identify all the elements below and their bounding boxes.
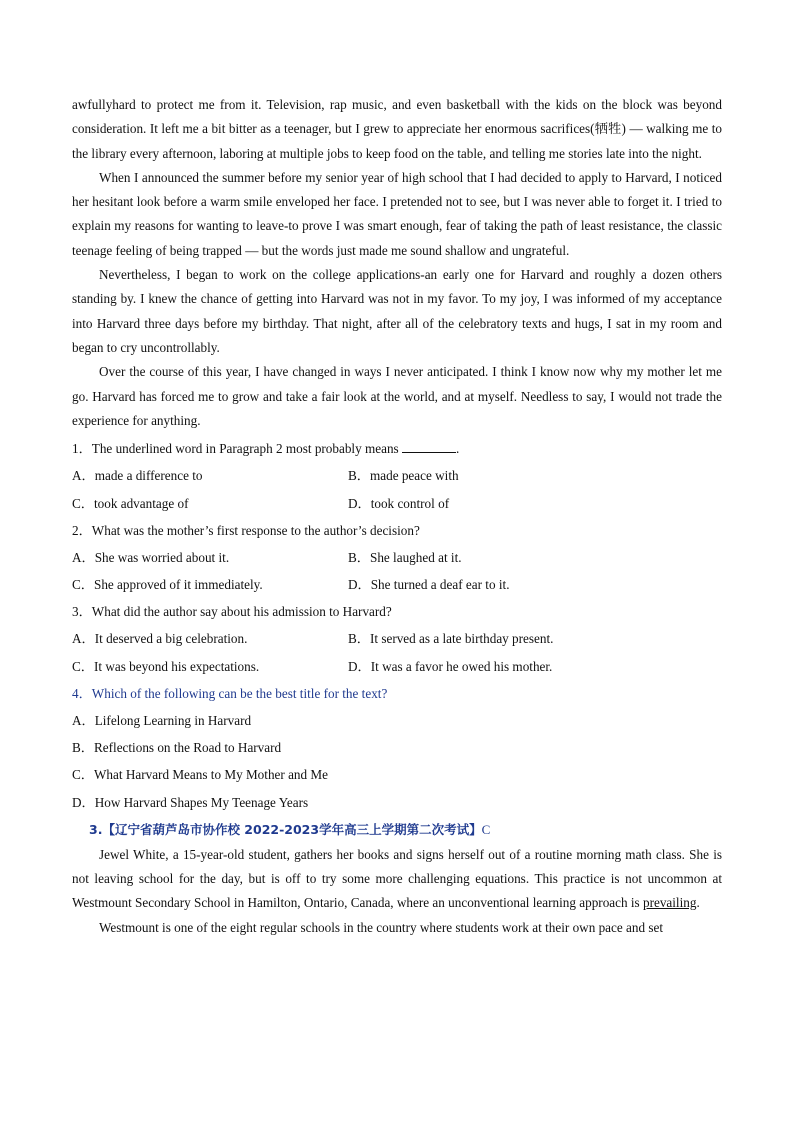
section-c-p1-text: Jewel White, a 15-year-old student, gathers her books and signs herself out of a routine morning math class. She is not leaving school for the day, but is off to try some more challenging equations. This practice is not uncommon at Westmount Secondary School in Hamilton, Ontario, Canada, where an unconventional learning approach is bbox=[72, 846, 722, 911]
q3-option-d[interactable]: D．It was a favor he owed his mother. bbox=[348, 658, 553, 674]
question-2-options-row-1 bbox=[72, 544, 722, 571]
section-letter: C bbox=[481, 821, 491, 837]
section-c-p1-end: . bbox=[696, 895, 700, 911]
q2-option-c[interactable]: C．She approved of it immediately. bbox=[72, 577, 263, 593]
q1-option-d[interactable]: D．took control of bbox=[348, 495, 450, 511]
q4-option-d[interactable]: D．How Harvard Shapes My Teenage Years bbox=[72, 794, 309, 810]
passage-paragraph-3: Nevertheless, I began to work on the college applications-an early one for Harvard and roughly a dozen others standing by. I knew the chance of getting into Harvard was not in my favor. To my joy, I was informed of my acceptance into Harvard three days before my birthday. That night, after all of the celebratory texts and hugs, I sat in my room and began to cry uncontrollably. bbox=[72, 267, 722, 355]
source-label: 3.【辽宁省葫芦岛市协作校 2022-2023学年高三上学期第二次考试】 bbox=[89, 821, 482, 837]
question-3-options-row-2 bbox=[72, 653, 722, 680]
passage-paragraph-1: awfullyhard to protect me from it. Television, rap music, and even basketball with the kids on the block was beyond consideration. It left me a bit bitter as a teenager, but I grew to appreciate her enormous sacrifices(牺牲) — walking me to the library every afternoon, laboring at multiple jobs to keep food on the table, and telling me stories late into the night. bbox=[72, 97, 722, 161]
section-source-heading bbox=[72, 816, 722, 843]
q3-option-a[interactable]: A．It deserved a big celebration. bbox=[72, 631, 248, 647]
q1-option-a[interactable]: A．made a difference to bbox=[72, 468, 203, 484]
document-page bbox=[72, 93, 722, 940]
q2-option-a[interactable]: A．She was worried about it. bbox=[72, 549, 230, 565]
q2-option-b[interactable]: B．She laughed at it. bbox=[348, 549, 462, 565]
question-2-stem: 2．What was the mother’s first response to the author’s decision? bbox=[72, 522, 420, 538]
question-3-options-row-1 bbox=[72, 625, 722, 652]
question-1-period: . bbox=[455, 441, 460, 457]
underlined-word: prevailing bbox=[642, 895, 697, 911]
question-4-stem: 4．Which of the following can be the best title for the text? bbox=[72, 685, 388, 701]
q1-option-c[interactable]: C．took advantage of bbox=[72, 495, 189, 511]
q3-option-c[interactable]: C．It was beyond his expectations. bbox=[72, 658, 260, 674]
q3-option-b[interactable]: B．It served as a late birthday present. bbox=[348, 631, 554, 647]
question-1-stem: 1．The underlined word in Paragraph 2 most probably means bbox=[72, 441, 399, 457]
q4-option-b[interactable]: B．Reflections on the Road to Harvard bbox=[72, 740, 282, 756]
q1-option-b[interactable]: B．made peace with bbox=[348, 468, 459, 484]
passage-paragraph-4: Over the course of this year, I have changed in ways I never anticipated. I think I know now why my mother let me go. Harvard has forced me to grow and take a fair look at the world, and at myself. Needless to say, I would not trade the experience for anything. bbox=[72, 364, 722, 428]
q2-option-d[interactable]: D．She turned a deaf ear to it. bbox=[348, 577, 510, 593]
question-1-options-row-1 bbox=[72, 462, 722, 489]
q4-option-a[interactable]: A．Lifelong Learning in Harvard bbox=[72, 713, 252, 729]
question-1-options-row-2 bbox=[72, 490, 722, 517]
question-1 bbox=[72, 435, 722, 462]
answer-blank bbox=[402, 438, 456, 453]
section-c-paragraph-1 bbox=[72, 843, 722, 916]
passage-paragraph-2: When I announced the summer before my senior year of high school that I had decided to apply to Harvard, I noticed her hesitant look before a warm smile enveloped her face. I pretended not to see, but I was never able to forget it. I tried to explain my reasons for wanting to leave-to prove I was smart enough, fear of taking the path of least resistance, the classic teenage feeling of being trapped — but the words just made me sound shallow and ungrateful. bbox=[72, 169, 722, 258]
question-2-options-row-2 bbox=[72, 571, 722, 598]
question-3-stem: 3．What did the author say about his admission to Harvard? bbox=[72, 604, 392, 620]
section-c-paragraph-2: Westmount is one of the eight regular schools in the country where students work at their own pace and set bbox=[99, 919, 664, 935]
q4-option-c[interactable]: C．What Harvard Means to My Mother and Me bbox=[72, 767, 328, 783]
